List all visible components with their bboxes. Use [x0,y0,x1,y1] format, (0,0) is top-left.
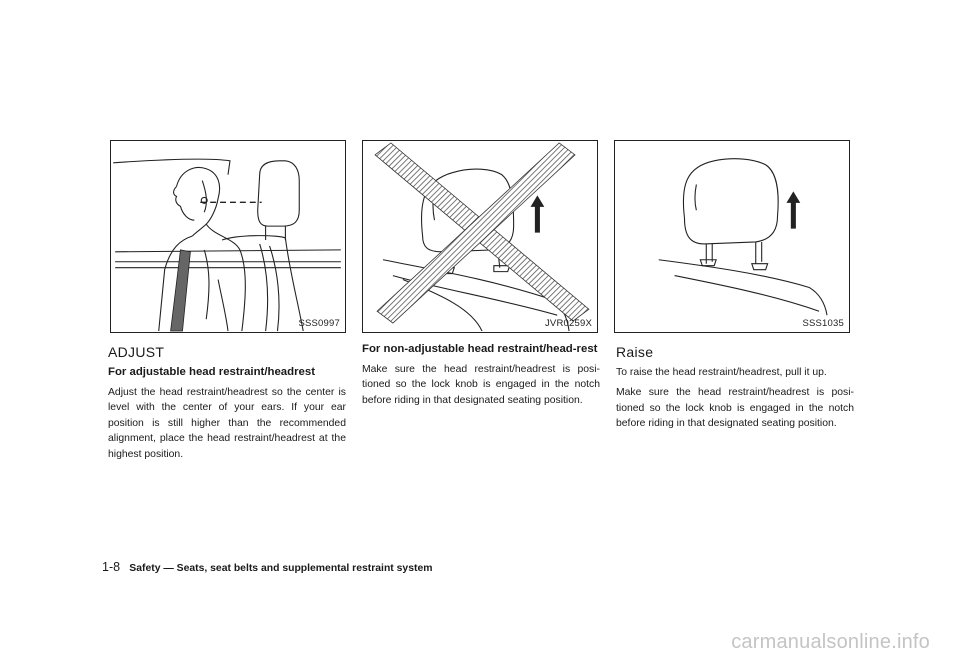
figure-code: SSS0997 [298,318,340,329]
body-paragraph: Adjust the head restraint/headrest so the center is level with the center of your ears. If your ear position is still higher than the recommended alignment, place the head restraint/headrest at the highest position. [108,387,346,460]
figure-adjust-illustration [110,140,346,333]
section-non-adjustable [362,342,600,413]
figure-non-adjustable-illustration [362,140,598,333]
body-paragraph: To raise the head restraint/headrest, pull it up. [616,367,827,378]
section-heading: ADJUST [108,344,165,360]
body-paragraph: Make sure the head restraint/headrest is posi-tioned so the lock knob is engaged in the notch before riding in that designated seating position. [616,387,854,430]
page-footer [102,560,432,574]
figure-code: JVR0259X [544,318,592,329]
section-subheading: For adjustable head restraint/headrest [108,366,315,378]
raised-head-restraint-illustration [615,141,849,332]
section-heading: Raise [616,344,654,360]
figure-raise-illustration [614,140,850,333]
page-number: 1-8 [102,560,121,574]
person-head-restraint-illustration [111,141,345,332]
body-paragraph: Make sure the head restraint/headrest is posi-tioned so the lock knob is engaged in the notch before riding in that designated seating position. [362,364,600,406]
watermark: carmanualsonline.info [731,631,930,653]
crossed-head-restraint-illustration [363,141,597,332]
figure-code: SSS1035 [802,318,844,329]
section-raise [616,344,854,437]
section-adjust [108,344,346,467]
section-subheading: For non-adjustable head restraint/head-rest [362,343,598,355]
chapter-title: Safety — Seats, seat belts and supplemental restraint system [129,563,433,574]
